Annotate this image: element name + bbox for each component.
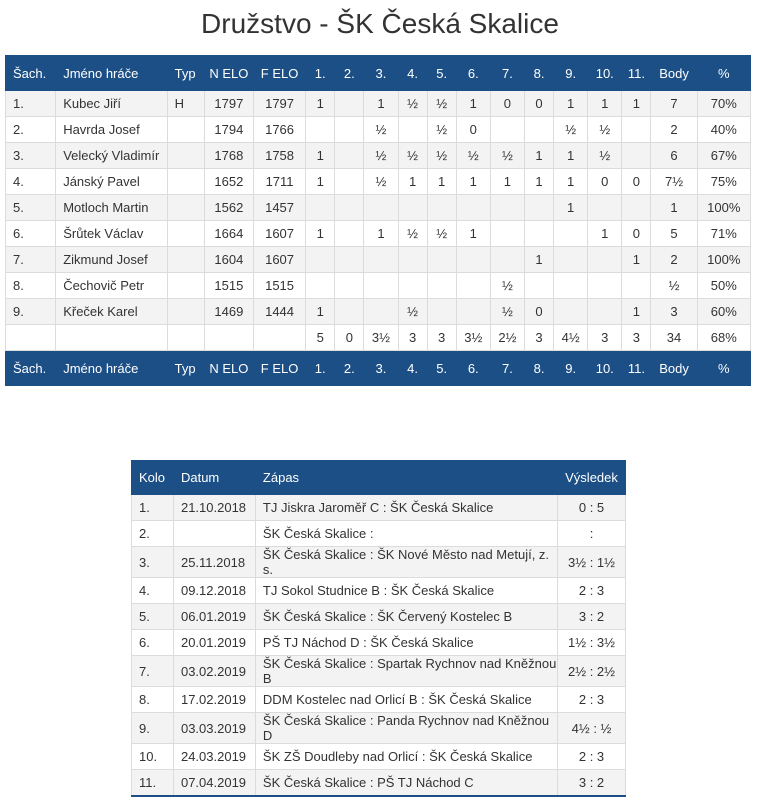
players-footer-row xyxy=(6,351,751,386)
cell-match: ŠK Česká Skalice : ŠK Nové Město nad Metují, z. s. xyxy=(255,547,557,578)
cell-result: 2½ : 2½ xyxy=(558,656,626,687)
cell-date: 06.01.2019 xyxy=(173,604,255,630)
cell-type xyxy=(167,169,204,195)
list-item xyxy=(132,521,626,547)
cell-player-name: Šrůtek Václav xyxy=(56,221,167,247)
total-r2: 0 xyxy=(335,325,364,351)
table-row xyxy=(6,221,751,247)
cell-points: 2 xyxy=(651,117,697,143)
header-match: Zápas xyxy=(255,461,557,495)
header-r10: 10. xyxy=(588,56,622,91)
header-percent: % xyxy=(697,56,750,91)
header-r5: 5. xyxy=(427,56,456,91)
page-title: Družstvo - ŠK Česká Skalice xyxy=(201,8,559,39)
cell-r7 xyxy=(490,247,524,273)
cell-n-elo: 1794 xyxy=(204,117,253,143)
header-r11: 11. xyxy=(622,56,651,91)
table-row xyxy=(6,117,751,143)
cell-r7: ½ xyxy=(490,143,524,169)
cell-round: 9. xyxy=(132,713,174,744)
cell-percent: 71% xyxy=(697,221,750,247)
cell-r8: 1 xyxy=(524,143,553,169)
header-n-elo: N ELO xyxy=(204,351,253,386)
cell-r7 xyxy=(490,117,524,143)
table-row xyxy=(6,195,751,221)
cell-n-elo: 1768 xyxy=(204,143,253,169)
header-rank: Šach. xyxy=(6,351,56,386)
cell-r9: ½ xyxy=(554,117,588,143)
cell-f-elo: 1758 xyxy=(253,143,305,169)
list-item xyxy=(132,604,626,630)
cell-r9 xyxy=(554,273,588,299)
cell-r6: 1 xyxy=(456,91,490,117)
header-r8: 8. xyxy=(524,56,553,91)
cell-percent: 100% xyxy=(697,247,750,273)
header-r1: 1. xyxy=(306,351,335,386)
cell-round: 11. xyxy=(132,770,174,797)
cell-date: 21.10.2018 xyxy=(173,495,255,521)
cell-rank: 9. xyxy=(6,299,56,325)
table-row xyxy=(6,169,751,195)
table-row xyxy=(6,91,751,117)
cell-r1 xyxy=(306,117,335,143)
cell-n-elo: 1604 xyxy=(204,247,253,273)
header-f-elo: F ELO xyxy=(253,351,305,386)
cell-r7 xyxy=(490,195,524,221)
cell-r9 xyxy=(554,247,588,273)
cell-r5: ½ xyxy=(427,143,456,169)
cell-rank: 2. xyxy=(6,117,56,143)
cell-r1 xyxy=(306,247,335,273)
cell-r8: 0 xyxy=(524,299,553,325)
cell-r6: 1 xyxy=(456,169,490,195)
cell-r7: 0 xyxy=(490,91,524,117)
cell-r5 xyxy=(427,299,456,325)
cell-r6 xyxy=(456,273,490,299)
cell-match: TJ Sokol Studnice B : ŠK Česká Skalice xyxy=(255,578,557,604)
cell-r3: 1 xyxy=(364,91,398,117)
cell-date: 03.03.2019 xyxy=(173,713,255,744)
cell-result: 2 : 3 xyxy=(558,687,626,713)
cell-r2 xyxy=(335,247,364,273)
cell-r1: 1 xyxy=(306,169,335,195)
cell-r10: 0 xyxy=(588,169,622,195)
header-r7: 7. xyxy=(490,351,524,386)
header-r2: 2. xyxy=(335,56,364,91)
total-n-elo xyxy=(204,325,253,351)
header-r4: 4. xyxy=(398,56,427,91)
cell-r2 xyxy=(335,195,364,221)
cell-r11: 1 xyxy=(622,299,651,325)
list-item xyxy=(132,547,626,578)
cell-r1: 1 xyxy=(306,221,335,247)
cell-r4: ½ xyxy=(398,299,427,325)
total-r10: 3 xyxy=(588,325,622,351)
cell-result: : xyxy=(558,521,626,547)
cell-player-name: Havrda Josef xyxy=(56,117,167,143)
cell-result: 2 : 3 xyxy=(558,578,626,604)
matches-table xyxy=(131,460,626,797)
cell-r10 xyxy=(588,195,622,221)
header-r1: 1. xyxy=(306,56,335,91)
cell-result: 0 : 5 xyxy=(558,495,626,521)
cell-result: 3½ : 1½ xyxy=(558,547,626,578)
list-item xyxy=(132,578,626,604)
total-f-elo xyxy=(253,325,305,351)
cell-type xyxy=(167,299,204,325)
cell-r10: ½ xyxy=(588,117,622,143)
total-r3: 3½ xyxy=(364,325,398,351)
cell-match: PŠ TJ Náchod D : ŠK Česká Skalice xyxy=(255,630,557,656)
cell-r10 xyxy=(588,273,622,299)
cell-type xyxy=(167,143,204,169)
total-r7: 2½ xyxy=(490,325,524,351)
cell-player-name: Křeček Karel xyxy=(56,299,167,325)
cell-r11: 1 xyxy=(622,91,651,117)
cell-rank: 6. xyxy=(6,221,56,247)
header-r7: 7. xyxy=(490,56,524,91)
cell-r6 xyxy=(456,195,490,221)
header-player-name: Jméno hráče xyxy=(56,351,167,386)
cell-r6 xyxy=(456,299,490,325)
cell-r8: 1 xyxy=(524,169,553,195)
cell-r5: ½ xyxy=(427,91,456,117)
cell-type xyxy=(167,247,204,273)
cell-player-name: Kubec Jiří xyxy=(56,91,167,117)
cell-date: 24.03.2019 xyxy=(173,744,255,770)
cell-round: 3. xyxy=(132,547,174,578)
cell-f-elo: 1797 xyxy=(253,91,305,117)
header-percent: % xyxy=(697,351,750,386)
players-header-row xyxy=(6,56,751,91)
cell-points: 7 xyxy=(651,91,697,117)
cell-player-name: Velecký Vladimír xyxy=(56,143,167,169)
cell-r10: 1 xyxy=(588,221,622,247)
cell-match: ŠK Česká Skalice : Spartak Rychnov nad Kněžnou B xyxy=(255,656,557,687)
cell-f-elo: 1444 xyxy=(253,299,305,325)
cell-r4: 1 xyxy=(398,169,427,195)
total-player-name xyxy=(56,325,167,351)
cell-r5 xyxy=(427,195,456,221)
cell-result: 3 : 2 xyxy=(558,604,626,630)
cell-r9: 1 xyxy=(554,169,588,195)
total-r6: 3½ xyxy=(456,325,490,351)
cell-f-elo: 1607 xyxy=(253,221,305,247)
cell-rank: 8. xyxy=(6,273,56,299)
cell-r11 xyxy=(622,273,651,299)
header-r9: 9. xyxy=(554,351,588,386)
cell-r2 xyxy=(335,169,364,195)
list-item xyxy=(132,713,626,744)
cell-n-elo: 1515 xyxy=(204,273,253,299)
cell-r9 xyxy=(554,221,588,247)
cell-round: 5. xyxy=(132,604,174,630)
cell-date: 17.02.2019 xyxy=(173,687,255,713)
cell-r1 xyxy=(306,273,335,299)
total-r9: 4½ xyxy=(554,325,588,351)
cell-r3 xyxy=(364,247,398,273)
cell-percent: 40% xyxy=(697,117,750,143)
table-row xyxy=(6,273,751,299)
cell-r10: ½ xyxy=(588,143,622,169)
cell-f-elo: 1515 xyxy=(253,273,305,299)
cell-player-name: Zikmund Josef xyxy=(56,247,167,273)
header-points: Body xyxy=(651,351,697,386)
cell-match: DDM Kostelec nad Orlicí B : ŠK Česká Skalice xyxy=(255,687,557,713)
list-item xyxy=(132,687,626,713)
cell-percent: 75% xyxy=(697,169,750,195)
cell-percent: 60% xyxy=(697,299,750,325)
cell-match: ŠK Česká Skalice : PŠ TJ Náchod C xyxy=(255,770,557,797)
cell-r3 xyxy=(364,299,398,325)
cell-r9: 1 xyxy=(554,91,588,117)
list-item xyxy=(132,770,626,797)
cell-f-elo: 1607 xyxy=(253,247,305,273)
cell-r6: 1 xyxy=(456,221,490,247)
cell-percent: 70% xyxy=(697,91,750,117)
cell-r2 xyxy=(335,91,364,117)
total-rank xyxy=(6,325,56,351)
cell-date xyxy=(173,521,255,547)
cell-r11 xyxy=(622,117,651,143)
cell-r10: 1 xyxy=(588,91,622,117)
cell-rank: 3. xyxy=(6,143,56,169)
list-item xyxy=(132,495,626,521)
list-item xyxy=(132,630,626,656)
cell-round: 6. xyxy=(132,630,174,656)
cell-match: ŠK Česká Skalice : xyxy=(255,521,557,547)
header-player-name: Jméno hráče xyxy=(56,56,167,91)
cell-type xyxy=(167,195,204,221)
cell-r11: 0 xyxy=(622,169,651,195)
cell-points: 2 xyxy=(651,247,697,273)
cell-n-elo: 1797 xyxy=(204,91,253,117)
totals-row xyxy=(6,325,751,351)
cell-r4: ½ xyxy=(398,91,427,117)
cell-r7: 1 xyxy=(490,169,524,195)
cell-r1: 1 xyxy=(306,299,335,325)
header-r8: 8. xyxy=(524,351,553,386)
cell-r1: 1 xyxy=(306,143,335,169)
matches-header-row xyxy=(132,461,626,495)
header-r3: 3. xyxy=(364,56,398,91)
cell-n-elo: 1562 xyxy=(204,195,253,221)
header-r6: 6. xyxy=(456,351,490,386)
header-type: Typ xyxy=(167,351,204,386)
cell-r4: ½ xyxy=(398,143,427,169)
cell-points: 3 xyxy=(651,299,697,325)
header-f-elo: F ELO xyxy=(253,56,305,91)
cell-r6: 0 xyxy=(456,117,490,143)
cell-r8 xyxy=(524,273,553,299)
cell-r3 xyxy=(364,273,398,299)
cell-r11 xyxy=(622,195,651,221)
cell-r3: ½ xyxy=(364,169,398,195)
cell-n-elo: 1469 xyxy=(204,299,253,325)
cell-r11 xyxy=(622,143,651,169)
cell-r1: 1 xyxy=(306,91,335,117)
cell-round: 7. xyxy=(132,656,174,687)
cell-rank: 5. xyxy=(6,195,56,221)
cell-match: ŠK ZŠ Doudleby nad Orlicí : ŠK Česká Skalice xyxy=(255,744,557,770)
cell-match: ŠK Česká Skalice : ŠK Červený Kostelec B xyxy=(255,604,557,630)
cell-match: ŠK Česká Skalice : Panda Rychnov nad Kněžnou D xyxy=(255,713,557,744)
cell-percent: 67% xyxy=(697,143,750,169)
cell-r6 xyxy=(456,247,490,273)
cell-round: 10. xyxy=(132,744,174,770)
cell-r5 xyxy=(427,247,456,273)
cell-type xyxy=(167,117,204,143)
cell-match: TJ Jiskra Jaroměř C : ŠK Česká Skalice xyxy=(255,495,557,521)
cell-points: 5 xyxy=(651,221,697,247)
cell-r2 xyxy=(335,143,364,169)
cell-r7: ½ xyxy=(490,273,524,299)
cell-type xyxy=(167,221,204,247)
cell-points: 7½ xyxy=(651,169,697,195)
header-rank: Šach. xyxy=(6,56,56,91)
cell-date: 03.02.2019 xyxy=(173,656,255,687)
header-r6: 6. xyxy=(456,56,490,91)
total-r4: 3 xyxy=(398,325,427,351)
cell-r4: ½ xyxy=(398,221,427,247)
header-points: Body xyxy=(651,56,697,91)
players-table xyxy=(5,55,751,386)
header-r5: 5. xyxy=(427,351,456,386)
total-percent: 68% xyxy=(697,325,750,351)
cell-date: 07.04.2019 xyxy=(173,770,255,797)
cell-r9 xyxy=(554,299,588,325)
cell-points: 6 xyxy=(651,143,697,169)
cell-f-elo: 1711 xyxy=(253,169,305,195)
cell-percent: 100% xyxy=(697,195,750,221)
cell-r1 xyxy=(306,195,335,221)
cell-r4 xyxy=(398,117,427,143)
cell-n-elo: 1664 xyxy=(204,221,253,247)
cell-r8 xyxy=(524,117,553,143)
cell-r2 xyxy=(335,117,364,143)
cell-percent: 50% xyxy=(697,273,750,299)
cell-r3: ½ xyxy=(364,143,398,169)
total-r5: 3 xyxy=(427,325,456,351)
cell-r10 xyxy=(588,247,622,273)
header-r9: 9. xyxy=(554,56,588,91)
cell-type: H xyxy=(167,91,204,117)
cell-r6: ½ xyxy=(456,143,490,169)
total-r11: 3 xyxy=(622,325,651,351)
cell-player-name: Jánský Pavel xyxy=(56,169,167,195)
cell-r8 xyxy=(524,195,553,221)
cell-round: 8. xyxy=(132,687,174,713)
cell-n-elo: 1652 xyxy=(204,169,253,195)
cell-f-elo: 1457 xyxy=(253,195,305,221)
header-date: Datum xyxy=(173,461,255,495)
total-type xyxy=(167,325,204,351)
cell-r2 xyxy=(335,273,364,299)
cell-round: 1. xyxy=(132,495,174,521)
cell-r8: 0 xyxy=(524,91,553,117)
cell-round: 4. xyxy=(132,578,174,604)
cell-result: 3 : 2 xyxy=(558,770,626,797)
cell-result: 4½ : ½ xyxy=(558,713,626,744)
cell-date: 09.12.2018 xyxy=(173,578,255,604)
cell-r9: 1 xyxy=(554,195,588,221)
cell-r11: 1 xyxy=(622,247,651,273)
cell-player-name: Motloch Martin xyxy=(56,195,167,221)
cell-player-name: Čechovič Petr xyxy=(56,273,167,299)
cell-r11: 0 xyxy=(622,221,651,247)
cell-r5: ½ xyxy=(427,221,456,247)
header-round: Kolo xyxy=(132,461,174,495)
list-item xyxy=(132,656,626,687)
cell-r7 xyxy=(490,221,524,247)
cell-r3 xyxy=(364,195,398,221)
cell-r5: ½ xyxy=(427,117,456,143)
header-r2: 2. xyxy=(335,351,364,386)
header-result: Výsledek xyxy=(558,461,626,495)
header-r3: 3. xyxy=(364,351,398,386)
header-r4: 4. xyxy=(398,351,427,386)
header-n-elo: N ELO xyxy=(204,56,253,91)
cell-r3: 1 xyxy=(364,221,398,247)
total-r1: 5 xyxy=(306,325,335,351)
cell-r2 xyxy=(335,299,364,325)
cell-r5: 1 xyxy=(427,169,456,195)
cell-r4 xyxy=(398,273,427,299)
cell-r2 xyxy=(335,221,364,247)
cell-r10 xyxy=(588,299,622,325)
table-row xyxy=(6,247,751,273)
cell-f-elo: 1766 xyxy=(253,117,305,143)
total-r8: 3 xyxy=(524,325,553,351)
cell-rank: 1. xyxy=(6,91,56,117)
header-type: Typ xyxy=(167,56,204,91)
cell-type xyxy=(167,273,204,299)
cell-result: 1½ : 3½ xyxy=(558,630,626,656)
header-r11: 11. xyxy=(622,351,651,386)
cell-date: 25.11.2018 xyxy=(173,547,255,578)
cell-rank: 4. xyxy=(6,169,56,195)
cell-r9: 1 xyxy=(554,143,588,169)
cell-r4 xyxy=(398,247,427,273)
cell-r3: ½ xyxy=(364,117,398,143)
header-r10: 10. xyxy=(588,351,622,386)
cell-date: 20.01.2019 xyxy=(173,630,255,656)
cell-r5 xyxy=(427,273,456,299)
cell-result: 2 : 3 xyxy=(558,744,626,770)
cell-r8 xyxy=(524,221,553,247)
cell-r7: ½ xyxy=(490,299,524,325)
table-row xyxy=(6,299,751,325)
cell-points: 1 xyxy=(651,195,697,221)
cell-r4 xyxy=(398,195,427,221)
cell-round: 2. xyxy=(132,521,174,547)
cell-r8: 1 xyxy=(524,247,553,273)
total-points: 34 xyxy=(651,325,697,351)
list-item xyxy=(132,744,626,770)
cell-rank: 7. xyxy=(6,247,56,273)
table-row xyxy=(6,143,751,169)
cell-points: ½ xyxy=(651,273,697,299)
